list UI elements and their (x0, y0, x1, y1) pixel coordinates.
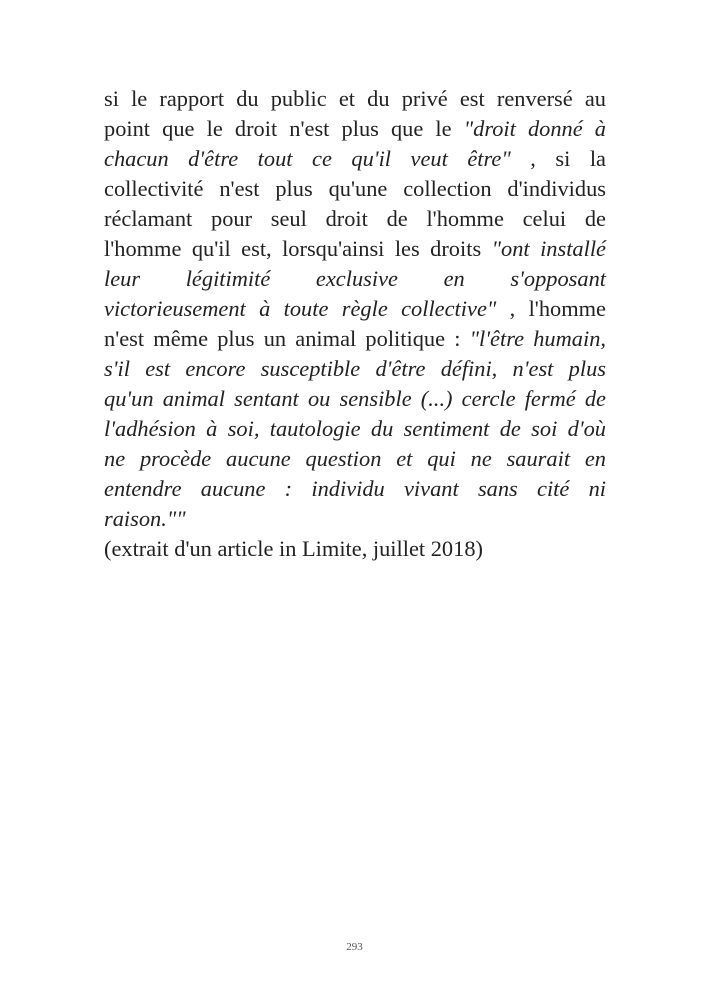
quoted-text: entendre aucune : individu vivant sans cité ni (104, 476, 606, 501)
body-text-run: n'est même plus un animal politique : (104, 326, 470, 351)
text-line (104, 474, 606, 504)
quoted-text: chacun d'être tout ce qu'il veut être" (104, 146, 511, 171)
quoted-text: "l'être humain, (469, 326, 606, 351)
text-line (104, 174, 606, 204)
text-line (104, 204, 606, 234)
text-line (104, 534, 606, 564)
quoted-text: leur légitimité exclusive en s'opposant (104, 266, 606, 291)
page-number: 293 (346, 941, 363, 953)
quoted-text: l'adhésion à soi, tautologie du sentiment de soi d'où (104, 416, 606, 441)
body-text-run: (extrait d'un article in Limite, juillet 2018) (104, 536, 483, 561)
body-text-run: l'homme qu'il est, lorsqu'ainsi les droits (104, 236, 492, 261)
text-line (104, 114, 606, 144)
text-line (104, 384, 606, 414)
quoted-text: qu'un animal sentant ou sensible (...) cercle fermé de (104, 386, 606, 411)
text-line (104, 324, 606, 354)
body-text-run: réclamant pour seul droit de l'homme celui de (104, 206, 606, 231)
body-text-run: , l'homme (496, 296, 606, 321)
text-line (104, 234, 606, 264)
quoted-text: s'il est encore susceptible d'être défini, n'est plus (104, 356, 606, 381)
quoted-text: ne procède aucune question et qui ne saurait en (104, 446, 606, 471)
text-line (104, 84, 606, 114)
text-line (104, 444, 606, 474)
quoted-text: "droit donné à (463, 116, 606, 141)
quoted-text: raison."" (104, 506, 186, 531)
body-text-run: point que le droit n'est plus que le (104, 116, 464, 141)
text-line (104, 414, 606, 444)
text-line (104, 264, 606, 294)
text-line (104, 144, 606, 174)
body-text-run: si le rapport du public et du privé est renversé au (104, 86, 606, 111)
body-text-run: collectivité n'est plus qu'une collection d'individus (104, 176, 606, 201)
body-text-run: , si la (510, 146, 606, 171)
text-line (104, 294, 606, 324)
quoted-text: victorieusement à toute règle collective" (104, 296, 497, 321)
body-text (104, 84, 606, 564)
text-line (104, 354, 606, 384)
text-line (104, 504, 606, 534)
quoted-text: "ont installé (491, 236, 606, 261)
